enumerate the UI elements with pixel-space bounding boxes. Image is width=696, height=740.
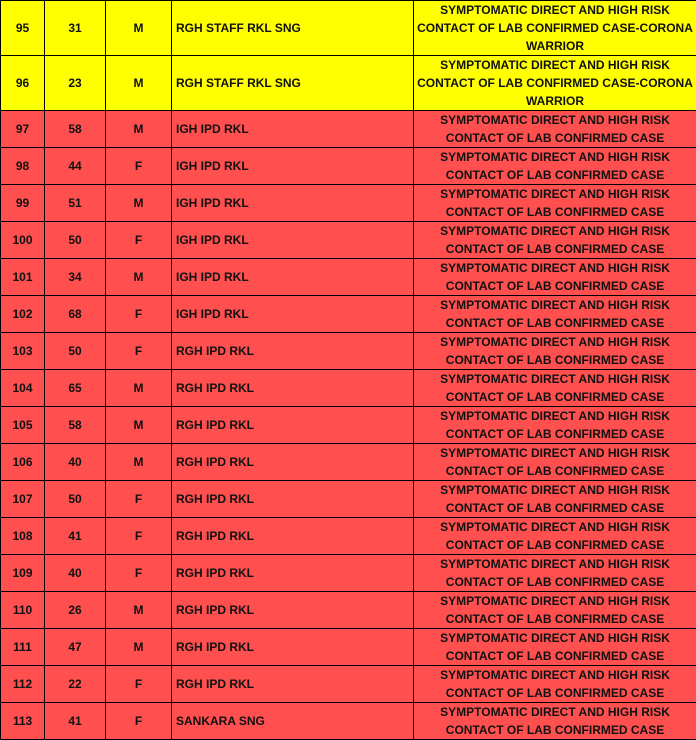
cell-sex: M — [106, 370, 172, 407]
table-row — [1, 481, 696, 518]
cell-sex: F — [106, 518, 172, 555]
cell-age: 41 — [45, 703, 106, 740]
cell-age: 58 — [45, 111, 106, 148]
cell-place: RGH IPD RKL — [172, 370, 414, 407]
cell-sl-no: 95 — [1, 1, 45, 56]
cell-age: 50 — [45, 481, 106, 518]
cell-sl-no: 104 — [1, 370, 45, 407]
table-row — [1, 296, 696, 333]
cell-place: RGH IPD RKL — [172, 629, 414, 666]
cell-place: IGH IPD RKL — [172, 111, 414, 148]
cell-sl-no: 112 — [1, 666, 45, 703]
cell-remark: SYMPTOMATIC DIRECT AND HIGH RISK CONTACT OF LAB CONFIRMED CASE — [414, 259, 696, 296]
cell-place: RGH IPD RKL — [172, 407, 414, 444]
cell-sex: M — [106, 444, 172, 481]
cell-sex: M — [106, 629, 172, 666]
table-row — [1, 444, 696, 481]
cell-remark: SYMPTOMATIC DIRECT AND HIGH RISK CONTACT OF LAB CONFIRMED CASE-CORONA WARRIOR — [414, 56, 696, 111]
cell-sex: M — [106, 592, 172, 629]
cell-remark: SYMPTOMATIC DIRECT AND HIGH RISK CONTACT OF LAB CONFIRMED CASE — [414, 592, 696, 629]
cell-sex: F — [106, 666, 172, 703]
cell-sl-no: 111 — [1, 629, 45, 666]
cell-age: 31 — [45, 1, 106, 56]
cell-age: 40 — [45, 444, 106, 481]
table-row — [1, 592, 696, 629]
cell-place: RGH STAFF RKL SNG — [172, 1, 414, 56]
cell-sex: F — [106, 703, 172, 740]
table-row — [1, 185, 696, 222]
cell-sl-no: 96 — [1, 56, 45, 111]
table-row — [1, 111, 696, 148]
cell-sl-no: 110 — [1, 592, 45, 629]
table-row — [1, 703, 696, 740]
cell-remark: SYMPTOMATIC DIRECT AND HIGH RISK CONTACT OF LAB CONFIRMED CASE — [414, 629, 696, 666]
table-row — [1, 56, 696, 111]
cell-sl-no: 105 — [1, 407, 45, 444]
cell-age: 50 — [45, 222, 106, 259]
cell-remark: SYMPTOMATIC DIRECT AND HIGH RISK CONTACT OF LAB CONFIRMED CASE — [414, 555, 696, 592]
cell-remark: SYMPTOMATIC DIRECT AND HIGH RISK CONTACT OF LAB CONFIRMED CASE — [414, 407, 696, 444]
cell-place: RGH IPD RKL — [172, 333, 414, 370]
cell-sex: F — [106, 555, 172, 592]
cell-sex: F — [106, 296, 172, 333]
cell-remark: SYMPTOMATIC DIRECT AND HIGH RISK CONTACT OF LAB CONFIRMED CASE — [414, 148, 696, 185]
cell-age: 50 — [45, 333, 106, 370]
cell-place: IGH IPD RKL — [172, 296, 414, 333]
cell-remark: SYMPTOMATIC DIRECT AND HIGH RISK CONTACT OF LAB CONFIRMED CASE — [414, 518, 696, 555]
table-row — [1, 407, 696, 444]
cell-sex: M — [106, 259, 172, 296]
cell-sl-no: 97 — [1, 111, 45, 148]
table-row — [1, 259, 696, 296]
cell-place: RGH IPD RKL — [172, 592, 414, 629]
cell-place: RGH STAFF RKL SNG — [172, 56, 414, 111]
cell-sex: M — [106, 111, 172, 148]
table-row — [1, 148, 696, 185]
case-table-body — [1, 1, 696, 740]
cell-remark: SYMPTOMATIC DIRECT AND HIGH RISK CONTACT OF LAB CONFIRMED CASE — [414, 185, 696, 222]
table-row — [1, 518, 696, 555]
cell-age: 47 — [45, 629, 106, 666]
cell-place: IGH IPD RKL — [172, 185, 414, 222]
cell-remark: SYMPTOMATIC DIRECT AND HIGH RISK CONTACT OF LAB CONFIRMED CASE — [414, 296, 696, 333]
cell-place: RGH IPD RKL — [172, 666, 414, 703]
cell-place: RGH IPD RKL — [172, 444, 414, 481]
cell-place: IGH IPD RKL — [172, 259, 414, 296]
cell-age: 44 — [45, 148, 106, 185]
cell-remark: SYMPTOMATIC DIRECT AND HIGH RISK CONTACT OF LAB CONFIRMED CASE — [414, 111, 696, 148]
cell-sex: F — [106, 148, 172, 185]
table-row — [1, 1, 696, 56]
table-row — [1, 370, 696, 407]
cell-remark: SYMPTOMATIC DIRECT AND HIGH RISK CONTACT OF LAB CONFIRMED CASE — [414, 481, 696, 518]
cell-place: RGH IPD RKL — [172, 481, 414, 518]
cell-sl-no: 109 — [1, 555, 45, 592]
table-row — [1, 629, 696, 666]
cell-sex: F — [106, 333, 172, 370]
cell-sl-no: 113 — [1, 703, 45, 740]
cell-remark: SYMPTOMATIC DIRECT AND HIGH RISK CONTACT OF LAB CONFIRMED CASE — [414, 333, 696, 370]
cell-place: IGH IPD RKL — [172, 222, 414, 259]
cell-sl-no: 103 — [1, 333, 45, 370]
cell-remark: SYMPTOMATIC DIRECT AND HIGH RISK CONTACT OF LAB CONFIRMED CASE — [414, 222, 696, 259]
cell-age: 26 — [45, 592, 106, 629]
cell-remark: SYMPTOMATIC DIRECT AND HIGH RISK CONTACT OF LAB CONFIRMED CASE — [414, 666, 696, 703]
cell-place: RGH IPD RKL — [172, 555, 414, 592]
cell-sex: M — [106, 56, 172, 111]
cell-remark: SYMPTOMATIC DIRECT AND HIGH RISK CONTACT OF LAB CONFIRMED CASE — [414, 444, 696, 481]
cell-age: 68 — [45, 296, 106, 333]
table-row — [1, 222, 696, 259]
cell-sl-no: 106 — [1, 444, 45, 481]
cell-sex: F — [106, 481, 172, 518]
cell-sl-no: 99 — [1, 185, 45, 222]
cell-sl-no: 108 — [1, 518, 45, 555]
cell-place: SANKARA SNG — [172, 703, 414, 740]
table-row — [1, 333, 696, 370]
table-row — [1, 666, 696, 703]
cell-age: 22 — [45, 666, 106, 703]
cell-sex: F — [106, 222, 172, 259]
cell-remark: SYMPTOMATIC DIRECT AND HIGH RISK CONTACT OF LAB CONFIRMED CASE-CORONA WARRIOR — [414, 1, 696, 56]
cell-sl-no: 100 — [1, 222, 45, 259]
cell-sex: M — [106, 185, 172, 222]
cell-remark: SYMPTOMATIC DIRECT AND HIGH RISK CONTACT OF LAB CONFIRMED CASE — [414, 370, 696, 407]
cell-sl-no: 98 — [1, 148, 45, 185]
cell-age: 41 — [45, 518, 106, 555]
cell-sex: M — [106, 1, 172, 56]
cell-place: IGH IPD RKL — [172, 148, 414, 185]
cell-sex: M — [106, 407, 172, 444]
cell-remark: SYMPTOMATIC DIRECT AND HIGH RISK CONTACT OF LAB CONFIRMED CASE — [414, 703, 696, 740]
cell-age: 51 — [45, 185, 106, 222]
cell-age: 58 — [45, 407, 106, 444]
cell-sl-no: 102 — [1, 296, 45, 333]
cell-sl-no: 101 — [1, 259, 45, 296]
cell-age: 34 — [45, 259, 106, 296]
cell-place: RGH IPD RKL — [172, 518, 414, 555]
table-row — [1, 555, 696, 592]
cell-sl-no: 107 — [1, 481, 45, 518]
cell-age: 65 — [45, 370, 106, 407]
cell-age: 23 — [45, 56, 106, 111]
cell-age: 40 — [45, 555, 106, 592]
